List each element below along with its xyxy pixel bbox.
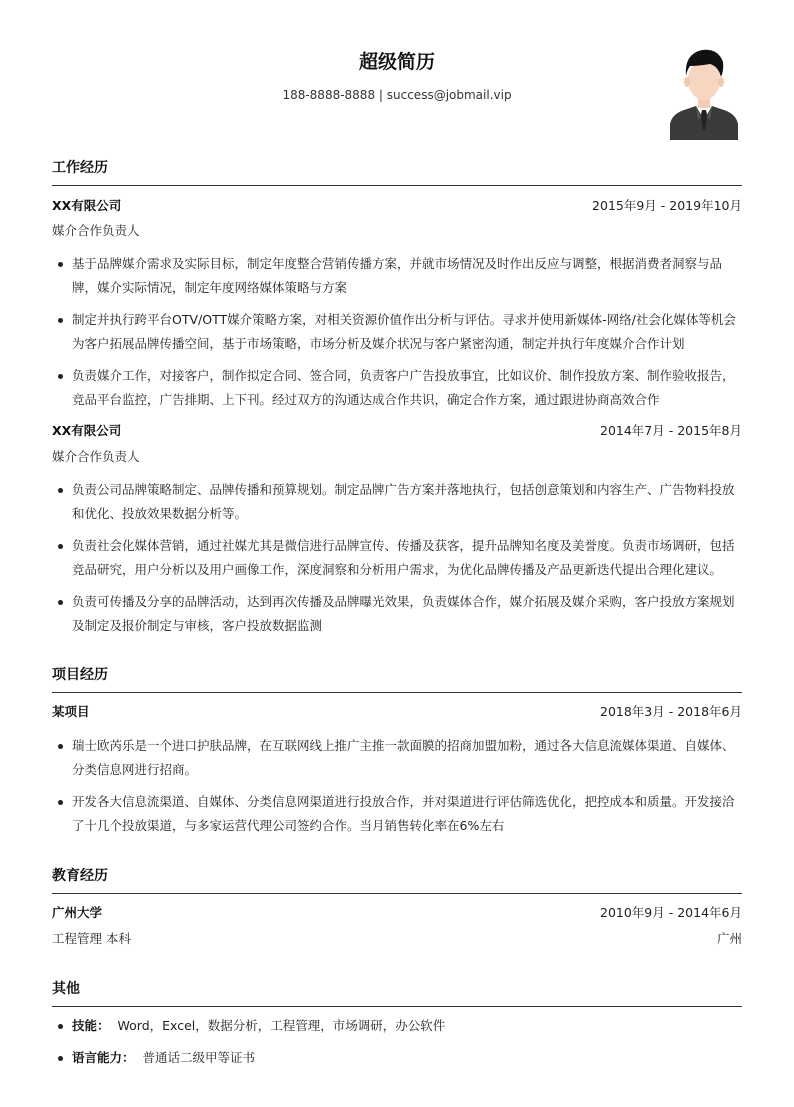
major-degree: 工程管理 本科 xyxy=(52,931,131,946)
skills-label: 技能： xyxy=(72,1018,110,1033)
candidate-name: 超级简历 xyxy=(358,51,435,73)
list-item: 负责可传播及分享的品牌活动，达到再次传播及品牌曝光效果，负责媒体合作，媒介拓展及媒介采购，客户投放方案规划及制定及报价制定与审核，客户投放数据监测 xyxy=(52,590,742,638)
list-item: 负责社会化媒体营销，通过社媒尤其是微信进行品牌宣传、传播及获客，提升品牌知名度及美誉度。负责市场调研，包括竞品研究，用户分析以及用户画像工作，深度洞察和分析用户需求，为优化品牌传播及产品更新迭代提出合理化建议。 xyxy=(52,534,742,582)
work-period: 2015年9月 - 2019年10月 xyxy=(592,198,742,213)
section-divider xyxy=(52,893,742,894)
section-title-other: 其他 xyxy=(52,981,80,997)
company-name: XX有限公司 xyxy=(52,198,122,213)
job-role: 媒介合作负责人 xyxy=(52,223,140,238)
contact-info: 188-8888-8888 | success@jobmail.vip xyxy=(282,88,512,102)
work-entry-1-bullets xyxy=(52,252,742,420)
section-title-project: 项目经历 xyxy=(52,667,108,683)
list-item: 基于品牌媒介需求及实际目标，制定年度整合营销传播方案，并就市场情况及时作出反应与调整，根据消费者洞察与品牌，媒介实际情况，制定年度网络媒体策略与方案 xyxy=(52,252,742,300)
section-divider xyxy=(52,185,742,186)
project-bullets xyxy=(52,734,742,846)
avatar xyxy=(668,44,740,140)
company-name: XX有限公司 xyxy=(52,423,122,438)
list-item: 负责媒介工作，对接客户，制作拟定合同、签合同，负责客户广告投放事宜，比如议价、制作投放方案、制作验收报告，竞品平台监控，广告排期、上下刊。经过双方的沟通达成合作共识，确定合作方案，通过跟进协商高效合作 xyxy=(52,364,742,412)
language-label: 语言能力： xyxy=(72,1050,135,1065)
job-role: 媒介合作负责人 xyxy=(52,449,140,464)
language-value: 普通话二级甲等证书 xyxy=(142,1050,256,1065)
skills-item xyxy=(52,1014,742,1038)
skills-value: Word，Excel，数据分析，工程管理，市场调研，办公软件 xyxy=(117,1018,446,1033)
school-name: 广州大学 xyxy=(52,905,103,920)
work-period: 2014年7月 - 2015年8月 xyxy=(600,423,742,438)
education-period: 2010年9月 - 2014年6月 xyxy=(600,905,742,920)
section-title-education: 教育经历 xyxy=(52,868,108,884)
list-item: 负责公司品牌策略制定、品牌传播和预算规划。制定品牌广告方案并落地执行，包括创意策划和内容生产、广告物料投放和优化、投放效果数据分析等。 xyxy=(52,478,742,526)
other-bullets xyxy=(52,1014,742,1078)
project-period: 2018年3月 - 2018年6月 xyxy=(600,704,742,719)
section-divider xyxy=(52,692,742,693)
education-city: 广州 xyxy=(716,931,742,946)
work-entry-2-bullets xyxy=(52,478,742,646)
language-item xyxy=(52,1046,742,1070)
list-item: 开发各大信息流渠道、自媒体、分类信息网渠道进行投放合作，并对渠道进行评估筛选优化，把控成本和质量。开发接洽了十几个投放渠道，与多家运营代理公司签约合作。当月销售转化率在6%左右 xyxy=(52,790,742,838)
list-item: 制定并执行跨平台OTV/OTT媒介策略方案，对相关资源价值作出分析与评估。寻求并使用新媒体-网络/社会化媒体等机会为客户拓展品牌传播空间，基于市场策略，市场分析及媒介状况与客户紧密沟通，制定并执行年度媒介合作计划 xyxy=(52,308,742,356)
project-name: 某项目 xyxy=(52,704,90,719)
list-item: 瑞士欧芮乐是一个进口护肤品牌，在互联网线上推广主推一款面膜的招商加盟加粉，通过各大信息流媒体渠道、自媒体、分类信息网进行招商。 xyxy=(52,734,742,782)
section-title-work: 工作经历 xyxy=(52,160,108,176)
section-divider xyxy=(52,1006,742,1007)
